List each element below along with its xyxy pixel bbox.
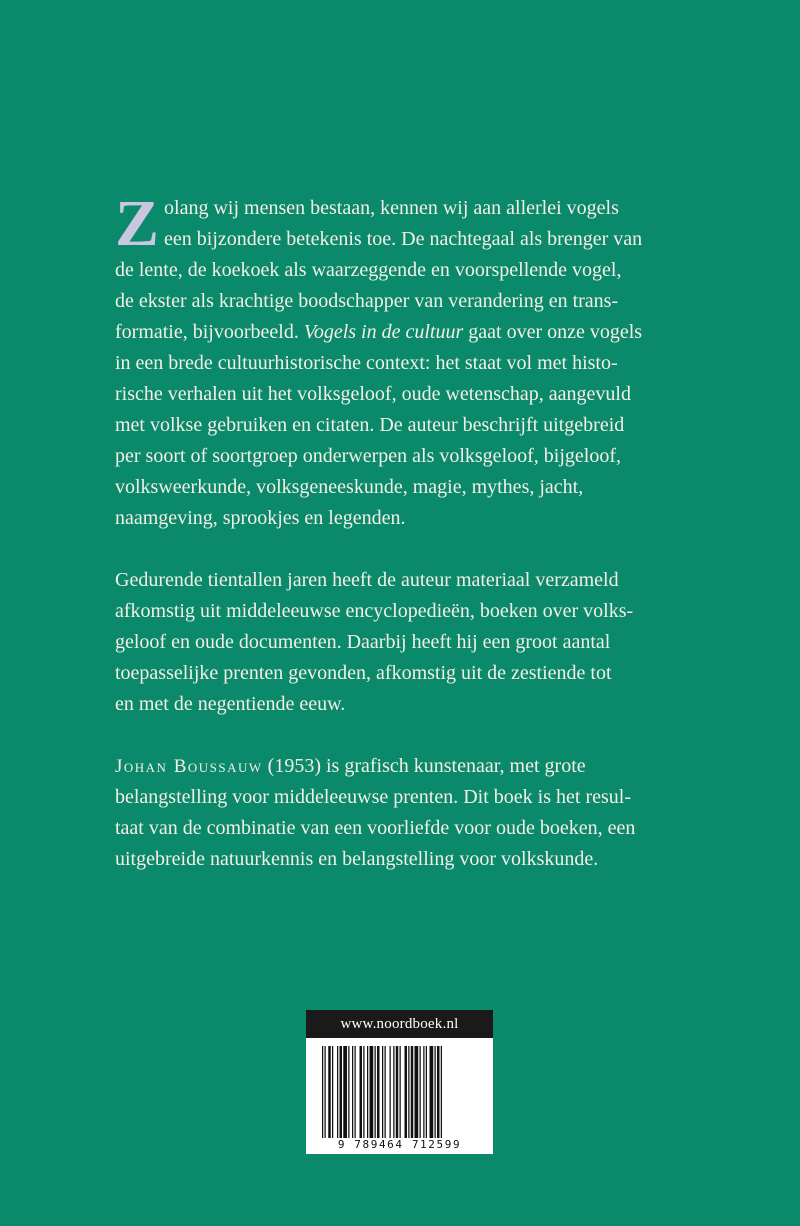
barcode-bar [423, 1046, 424, 1138]
text-line: olang wij mensen bestaan, kennen wij aan allerlei vogels [164, 197, 619, 219]
barcode-bar [367, 1046, 368, 1138]
text-line: rische verhalen uit het volksgeloof, oude wetenschap, aangevuld [115, 383, 631, 405]
barcode-bar [393, 1046, 394, 1138]
back-cover-text [115, 187, 705, 875]
barcode-bar [355, 1046, 356, 1138]
barcode-bar [352, 1046, 353, 1138]
book-title: Vogels in de cultuur [303, 321, 464, 343]
barcode-bar [400, 1046, 401, 1138]
barcode-bar [360, 1046, 363, 1138]
text-segment: (1953) is grafisch kunstenaar, met grote [262, 755, 586, 777]
barcode-bar [396, 1046, 399, 1138]
barcode-bar [377, 1046, 380, 1138]
text-line: in een brede cultuurhistorische context: het staat vol met histo- [115, 352, 618, 374]
barcode-bar [322, 1046, 323, 1138]
barcode-bar [348, 1046, 349, 1138]
text-line: per soort of soortgroep onderwerpen als volksgeloof, bijgeloof, [115, 445, 621, 467]
barcode-bar [328, 1046, 331, 1138]
text-line: toepasselijke prenten gevonden, afkomstig uit de zestiende tot [115, 662, 612, 684]
text-line: Gedurende tientallen jaren heeft de auteur materiaal verzameld [115, 569, 619, 591]
description-paragraph-2 [115, 565, 705, 720]
barcode-bar [405, 1046, 408, 1138]
dropcap-letter: Z [115, 187, 160, 260]
barcode-bar [426, 1046, 427, 1138]
text-line: met volkse gebruiken en citaten. De auteur beschrijft uitgebreid [115, 414, 625, 436]
barcode-bar [415, 1046, 419, 1138]
barcode-bar [332, 1046, 333, 1138]
barcode-bar [343, 1046, 347, 1138]
isbn-barcode-box [306, 1010, 493, 1154]
text-line [115, 317, 705, 348]
barcode-bar [408, 1046, 409, 1138]
barcode-bar [340, 1046, 343, 1138]
publisher-website: www.noordboek.nl [306, 1010, 493, 1038]
barcode-bar [385, 1046, 386, 1138]
text-line [115, 751, 705, 782]
text-line: uitgebreide natuurkennis en belangstelling voor volkskunde. [115, 848, 599, 870]
text-segment: formatie, bijvoorbeeld. [115, 321, 304, 343]
text-line: naamgeving, sprookjes en legenden. [115, 507, 406, 529]
barcode-bar [441, 1046, 442, 1138]
barcode-bar [420, 1046, 421, 1138]
description-paragraph-1 [115, 187, 705, 534]
author-bio [115, 751, 705, 875]
text-line: een bijzondere betekenis toe. De nachtegaal als brenger van [164, 228, 643, 250]
text-line: geloof en oude documenten. Daarbij heeft hij een groot aantal [115, 631, 611, 653]
barcode-bar [430, 1046, 434, 1138]
text-line: en met de negentiende eeuw. [115, 693, 346, 715]
barcode-bar [325, 1046, 326, 1138]
barcode-bar [363, 1046, 364, 1138]
author-name: Johan Boussauw [115, 756, 263, 777]
barcode-icon [306, 1038, 493, 1154]
barcode-bar [390, 1046, 391, 1138]
barcode-bar [370, 1046, 374, 1138]
barcode-bar [375, 1046, 376, 1138]
barcode-bar [337, 1046, 338, 1138]
text-segment: gaat over onze vogels [463, 321, 643, 343]
barcode-bar [382, 1046, 383, 1138]
text-line: volksweerkunde, volksgeneeskunde, magie, mythes, jacht, [115, 476, 584, 498]
text-line: belangstelling voor middeleeuwse prenten. Dit boek is het resul- [115, 786, 631, 808]
barcode-bar [435, 1046, 436, 1138]
text-line: afkomstig uit middeleeuwse encyclopedieën, boeken over volks- [115, 600, 634, 622]
text-line: de ekster als krachtige boodschapper van verandering en trans- [115, 290, 619, 312]
text-line: de lente, de koekoek als waarzeggende en voorspellende vogel, [115, 259, 622, 281]
text-line: taat van de combinatie van een voorliefde voor oude boeken, een [115, 817, 636, 839]
barcode-bar [411, 1046, 414, 1138]
barcode-bar [437, 1046, 440, 1138]
isbn-digits: 9 789464 712599 [310, 1139, 489, 1151]
